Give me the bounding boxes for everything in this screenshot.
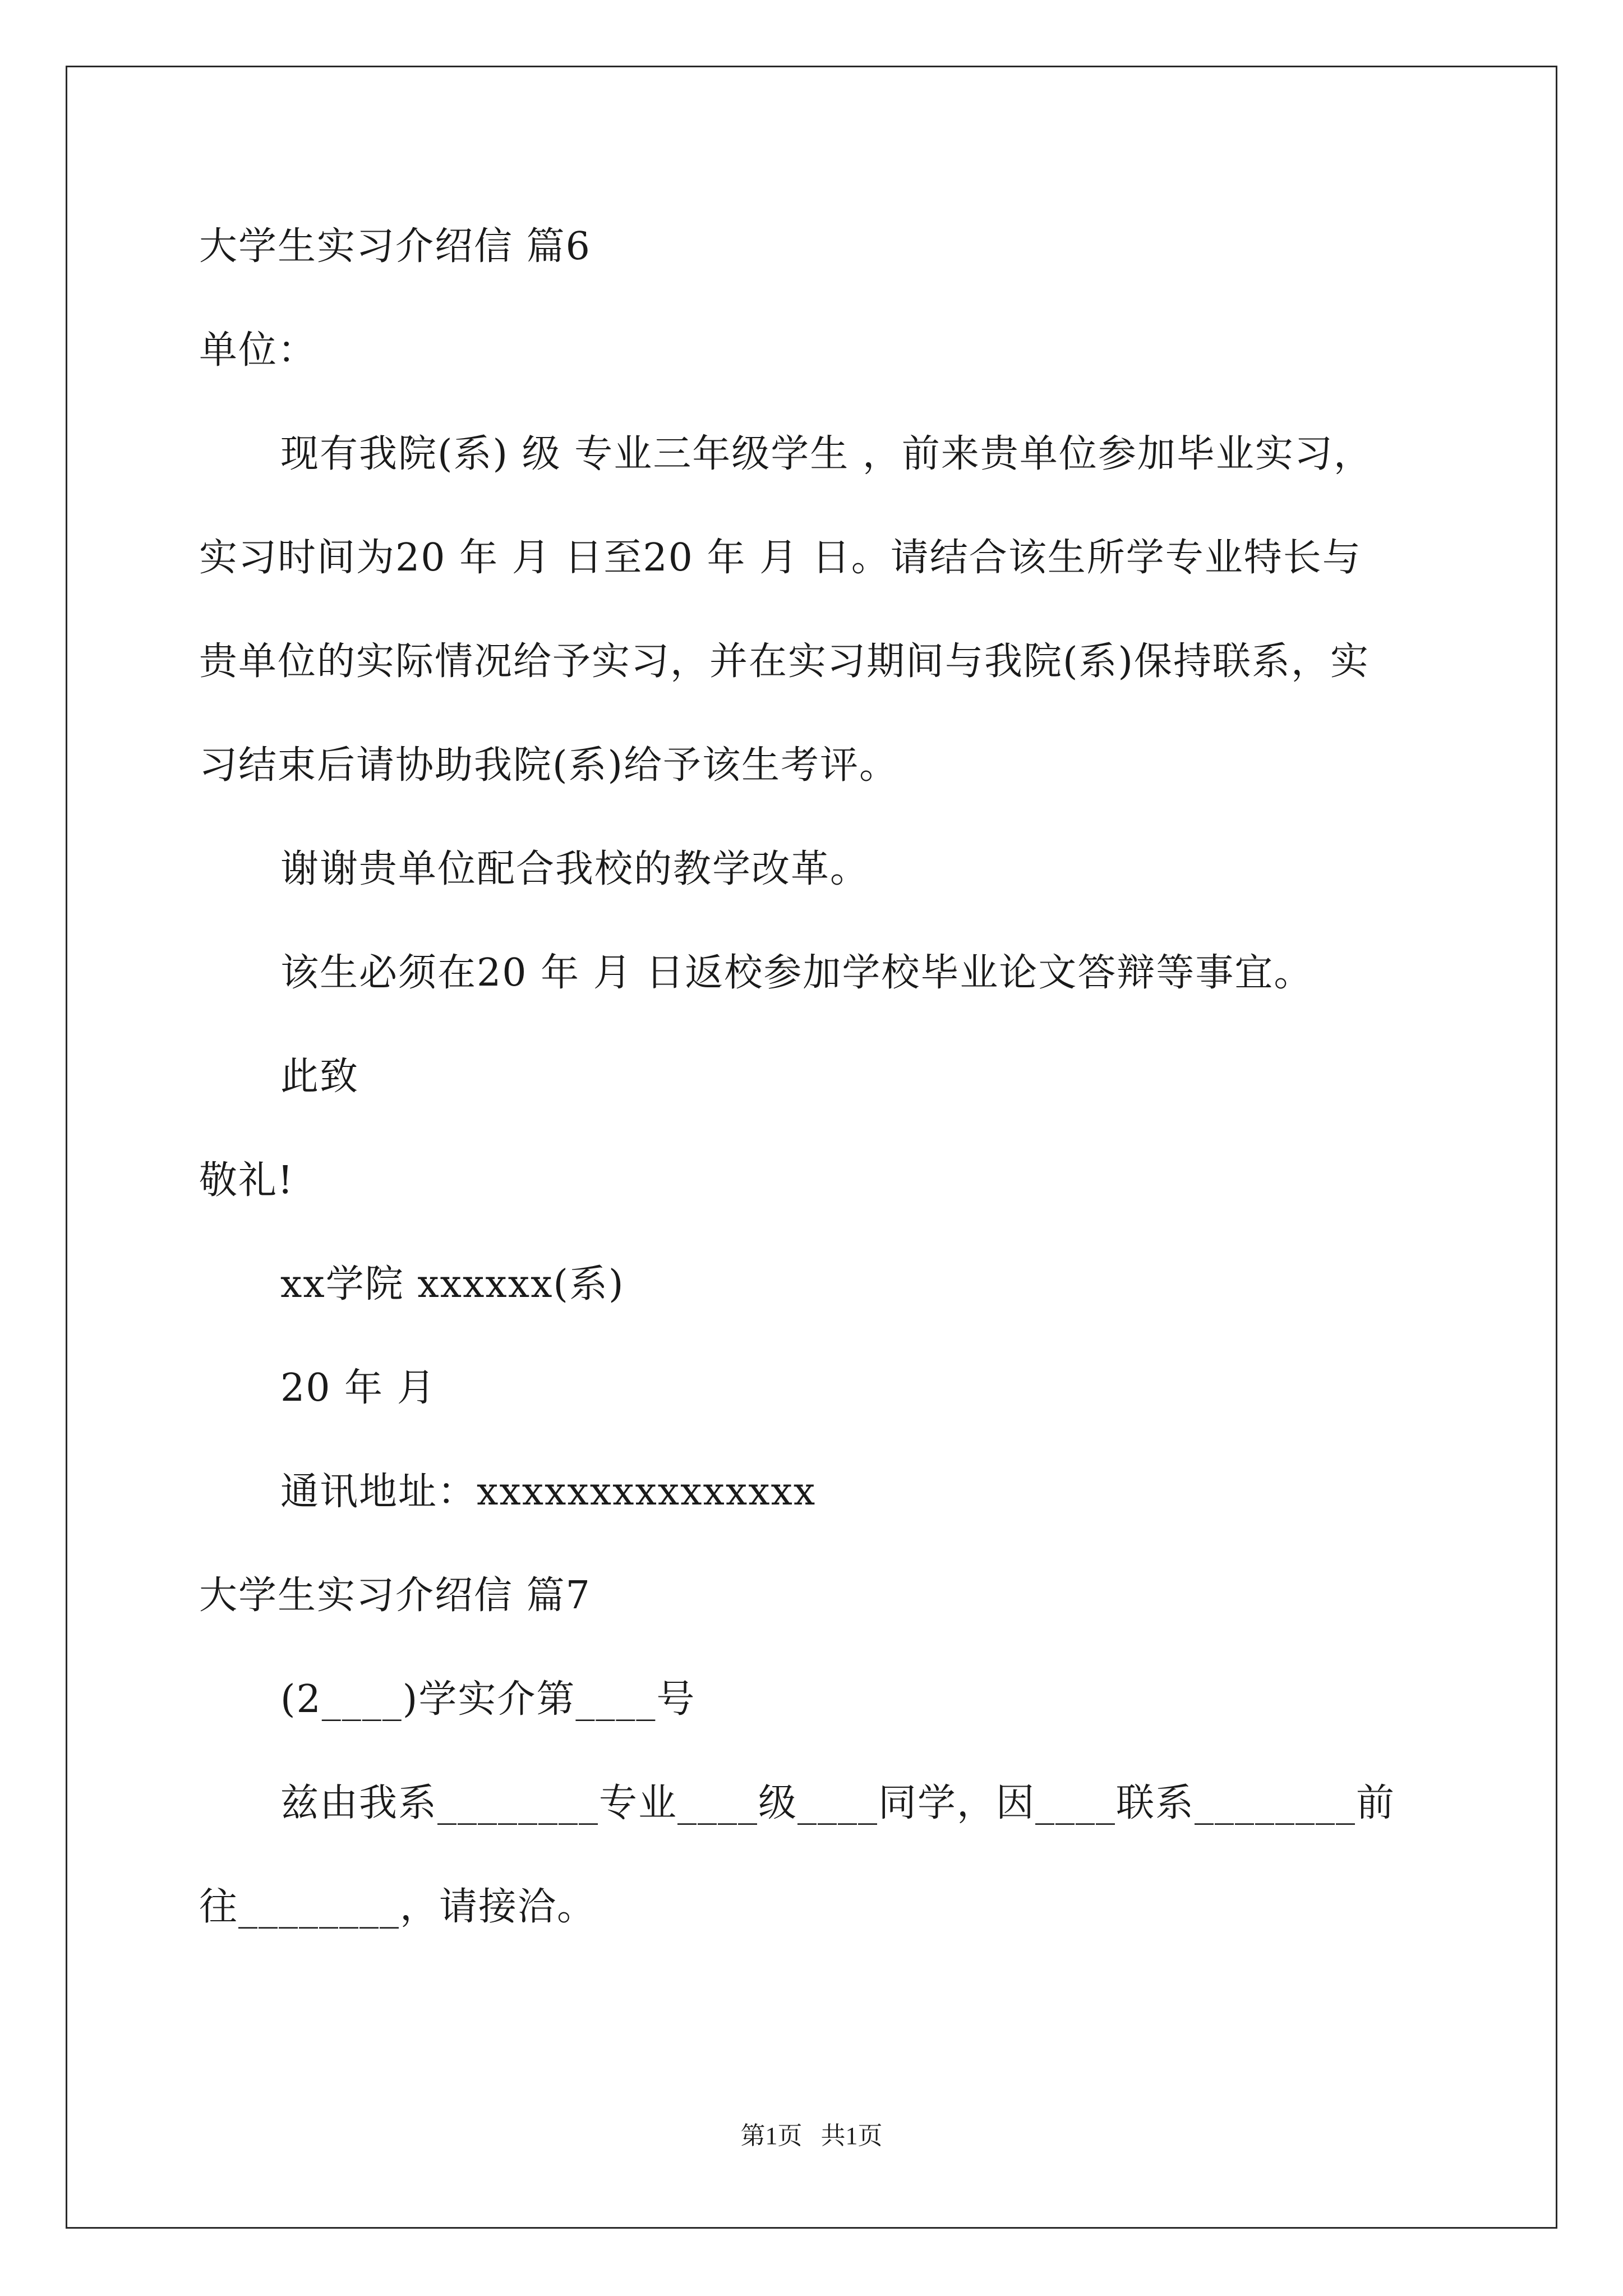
- mailing-address: 通讯地址：xxxxxxxxxxxxxxx: [280, 1470, 817, 1514]
- closing-regards: 敬礼!: [199, 1158, 294, 1203]
- signature-organization: xx学院 xxxxxx(系): [280, 1262, 625, 1306]
- body-paragraph-line: 习结束后请协助我院(系)给予该生考评。: [199, 743, 899, 788]
- body-paragraph-line: 实习时间为20 年 月 日至20 年 月 日。请结合该生所学专业特长与: [199, 536, 1362, 580]
- addressee-unit: 单位：: [199, 328, 317, 372]
- body-paragraph-line: 贵单位的实际情况给予实习，并在实习期间与我院(系)保持联系，实: [199, 639, 1370, 684]
- return-notice-paragraph: 该生必须在20 年 月 日返校参加学校毕业论文答辩等事宜。: [280, 951, 1313, 995]
- signature-date: 20 年 月: [280, 1366, 436, 1410]
- introduction-paragraph-line: 往________，请接洽。: [199, 1885, 597, 1929]
- thanks-paragraph: 谢谢贵单位配合我校的教学改革。: [280, 847, 870, 891]
- closing-salutation: 此致: [280, 1055, 359, 1099]
- introduction-paragraph-line: 兹由我系________专业____级____同学，因____联系________前: [280, 1781, 1396, 1825]
- body-paragraph-line: 现有我院(系) 级 专业三年级学生 ，前来贵单位参加毕业实习，: [280, 432, 1373, 476]
- reference-number: (2____)学实介第____号: [280, 1677, 696, 1722]
- heading-section-6: 大学生实习介绍信 篇6: [199, 224, 591, 269]
- heading-section-7: 大学生实习介绍信 篇7: [199, 1573, 591, 1618]
- page-footer: 第1页 共1页: [740, 2122, 883, 2150]
